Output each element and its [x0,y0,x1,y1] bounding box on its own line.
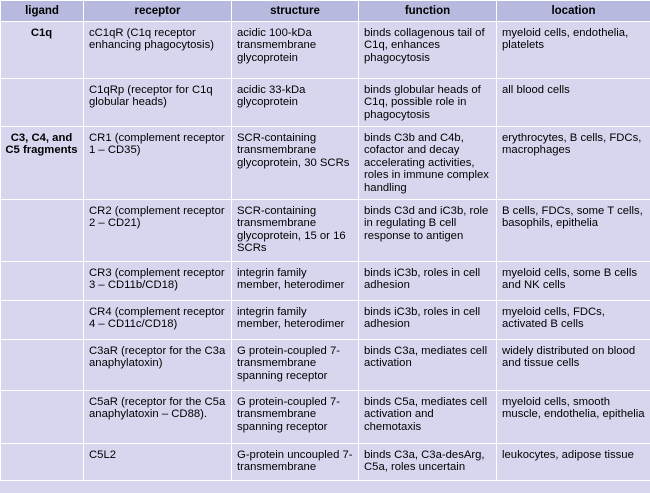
receptor-cell: cC1qR (C1q receptor enhancing phagocytosis) [84,22,232,79]
function-cell: binds C3d and iC3b, role in regulating B cell response to antigen [359,200,497,262]
table-row [1,22,650,79]
location-cell: B cells, FDCs, some T cells, basophils, epithelia [497,200,650,262]
ligand-cell [1,262,84,301]
receptor-cell: CR4 (complement receptor 4 – CD11c/CD18) [84,301,232,340]
function-cell: binds iC3b, roles in cell adhesion [359,301,497,340]
table-row [1,127,650,200]
function-cell: binds collagenous tail of C1q, enhances phagocytosis [359,22,497,79]
location-cell: myeloid cells, endothelia, platelets [497,22,650,79]
structure-cell: acidic 100-kDa transmembrane glycoprotein [232,22,359,79]
receptor-cell: C5L2 [84,444,232,481]
structure-cell: G protein-coupled 7-transmembrane spanning receptor [232,391,359,444]
ligand-cell [1,340,84,391]
receptor-cell: CR1 (complement receptor 1 – CD35) [84,127,232,200]
header-location: location [497,1,650,22]
ligand-cell [1,79,84,127]
receptor-cell: C5aR (receptor for the C5a anaphylatoxin – CD88). [84,391,232,444]
ligand-cell [1,200,84,262]
table-row [1,444,650,481]
structure-cell: G protein-coupled 7-transmembrane spanning receptor [232,340,359,391]
location-cell: all blood cells [497,79,650,127]
header-structure: structure [232,1,359,22]
function-cell: binds globular heads of C1q, possible role in phagocytosis [359,79,497,127]
function-cell: binds C3b and C4b, cofactor and decay accelerating activities, roles in immune complex handling [359,127,497,200]
ligand-cell: C1q [1,22,84,79]
structure-cell: integrin family member, heterodimer [232,301,359,340]
table-row [1,79,650,127]
function-cell: binds C5a, mediates cell activation and chemotaxis [359,391,497,444]
function-cell: binds iC3b, roles in cell adhesion [359,262,497,301]
location-cell: myeloid cells, some B cells and NK cells [497,262,650,301]
location-cell: myeloid cells, smooth muscle, endothelia, epithelia [497,391,650,444]
ligand-cell: C3, C4, and C5 fragments [1,127,84,200]
structure-cell: SCR-containing transmembrane glycoprotein, 15 or 16 SCRs [232,200,359,262]
receptor-cell: CR3 (complement receptor 3 – CD11b/CD18) [84,262,232,301]
table-row [1,340,650,391]
location-cell: myeloid cells, FDCs, activated B cells [497,301,650,340]
ligand-cell [1,444,84,481]
header-ligand: ligand [1,1,84,22]
receptor-cell: C3aR (receptor for the C3a anaphylatoxin) [84,340,232,391]
table-row [1,200,650,262]
receptor-cell: CR2 (complement receptor 2 – CD21) [84,200,232,262]
table-row [1,391,650,444]
structure-cell: G-protein uncoupled 7-transmembrane [232,444,359,481]
header-receptor: receptor [84,1,232,22]
structure-cell: SCR-containing transmembrane glycoprotein, 30 SCRs [232,127,359,200]
structure-cell: acidic 33-kDa glycoprotein [232,79,359,127]
location-cell: widely distributed on blood and tissue cells [497,340,650,391]
ligand-cell [1,391,84,444]
header-row [1,1,650,22]
function-cell: binds C3a, C3a-desArg, C5a, roles uncertain [359,444,497,481]
table-row [1,262,650,301]
table-row [1,301,650,340]
function-cell: binds C3a, mediates cell activation [359,340,497,391]
ligand-cell [1,301,84,340]
receptor-cell: C1qRp (receptor for C1q globular heads) [84,79,232,127]
structure-cell: integrin family member, heterodimer [232,262,359,301]
location-cell: leukocytes, adipose tissue [497,444,650,481]
location-cell: erythrocytes, B cells, FDCs, macrophages [497,127,650,200]
header-function: function [359,1,497,22]
